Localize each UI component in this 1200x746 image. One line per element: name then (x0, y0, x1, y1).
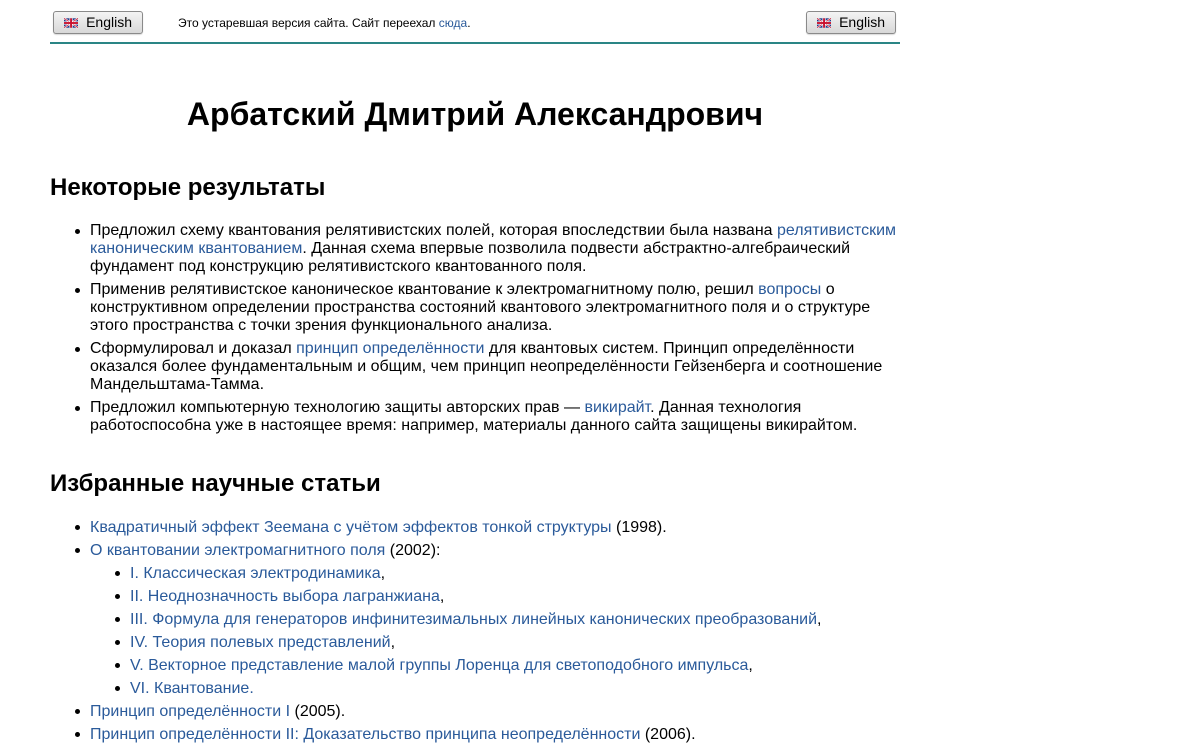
item-text: для квантовых систем. Принцип определённости оказался более фундаментальным и общим, чем принцип неопределённости Гейзенберга и соотношение Мандельштама-Тамма. (90, 340, 883, 393)
results-heading: Некоторые результаты (50, 174, 326, 201)
sub-list-item (130, 654, 910, 677)
outdated-notice (178, 16, 471, 30)
punct: , (390, 634, 396, 651)
item-text: Предложил схему квантования релятивистских полей, которая впоследствии была названа (90, 222, 777, 239)
uk-flag-icon (817, 17, 831, 29)
list-item (90, 340, 910, 394)
notice-end: . (467, 16, 471, 30)
list-item (90, 700, 910, 723)
list-item (90, 399, 910, 435)
paper-year: (1998). (611, 519, 667, 536)
paper-part-link[interactable]: IV. Теория полевых представлений (130, 634, 391, 651)
item-text: Предложил компьютерную технологию защиты авторских прав — (90, 399, 585, 416)
uk-flag-icon (64, 17, 78, 29)
punct: , (817, 611, 822, 628)
notice-link[interactable]: сюда (438, 16, 468, 30)
item-text: Применив релятивистское каноническое квантование к электромагнитному полю, решил (90, 281, 759, 298)
paper-part-link[interactable]: II. Неоднозначность выбора лагранжиана (130, 588, 440, 605)
sub-list (90, 562, 910, 700)
page-title: Арбатский Дмитрий Александрович (186, 96, 764, 132)
papers-heading: Избранные научные статьи (50, 470, 381, 497)
sub-list-item (130, 608, 910, 631)
paper-link[interactable]: О квантовании электромагнитного поля (90, 542, 386, 559)
english-language-button[interactable] (53, 11, 143, 34)
english-language-button-right[interactable] (806, 11, 896, 34)
item-link[interactable]: викирайт (584, 399, 651, 416)
paper-year: (2006). (640, 726, 696, 743)
paper-year: (2002): (385, 542, 441, 559)
item-link[interactable]: вопросы (758, 281, 822, 298)
list-item (90, 516, 910, 539)
item-text: . Данная технология работоспособна уже в настоящее время: например, материалы данного сайта защищены викирайтом. (90, 399, 858, 434)
item-text: . Данная схема впервые позволила подвести абстрактно-алгебраический фундамент под конструкцию релятивистского квантованного поля. (90, 240, 851, 275)
sub-list-item (130, 677, 910, 700)
paper-part-link[interactable]: I. Классическая электродинамика (130, 565, 381, 582)
paper-part-link[interactable]: V. Векторное представление малой группы Лоренца для светоподобного импульса (130, 657, 749, 674)
item-text: Сформулировал и доказал (90, 340, 297, 357)
item-link[interactable]: принцип определённости (296, 340, 485, 357)
paper-link[interactable]: Принцип определённости II: Доказательство принципа неопределённости (90, 726, 641, 743)
item-text: о конструктивном определении пространства состояний квантового электромагнитного поля и о структуре этого пространства с точки зрения функционального анализа. (90, 281, 871, 334)
list-item (90, 222, 910, 276)
punct: , (748, 657, 753, 674)
sub-list-item (130, 562, 910, 585)
paper-part-link[interactable]: VI. Квантование. (130, 680, 254, 697)
list-item (90, 723, 910, 746)
item-link[interactable]: релятивистским каноническим квантованием (90, 222, 897, 257)
sub-list-item (130, 631, 910, 654)
list-item (90, 539, 910, 700)
paper-year: (2005). (290, 703, 346, 720)
paper-part-link[interactable]: III. Формула для генераторов инфинитезимальных линейных канонических преобразований (130, 611, 818, 628)
language-label: English (86, 14, 132, 30)
papers-list (90, 516, 910, 746)
list-item (90, 281, 910, 335)
top-bar (50, 10, 900, 44)
paper-link[interactable]: Принцип определённости I (90, 703, 291, 720)
punct: , (439, 588, 445, 605)
results-list (90, 222, 910, 440)
notice-text: Это устаревшая версия сайта. Сайт переехал (178, 16, 439, 30)
punct: , (380, 565, 386, 582)
sub-list-item (130, 585, 910, 608)
language-label: English (839, 14, 885, 30)
paper-link[interactable]: Квадратичный эффект Зеемана с учётом эффектов тонкой структуры (90, 519, 612, 536)
